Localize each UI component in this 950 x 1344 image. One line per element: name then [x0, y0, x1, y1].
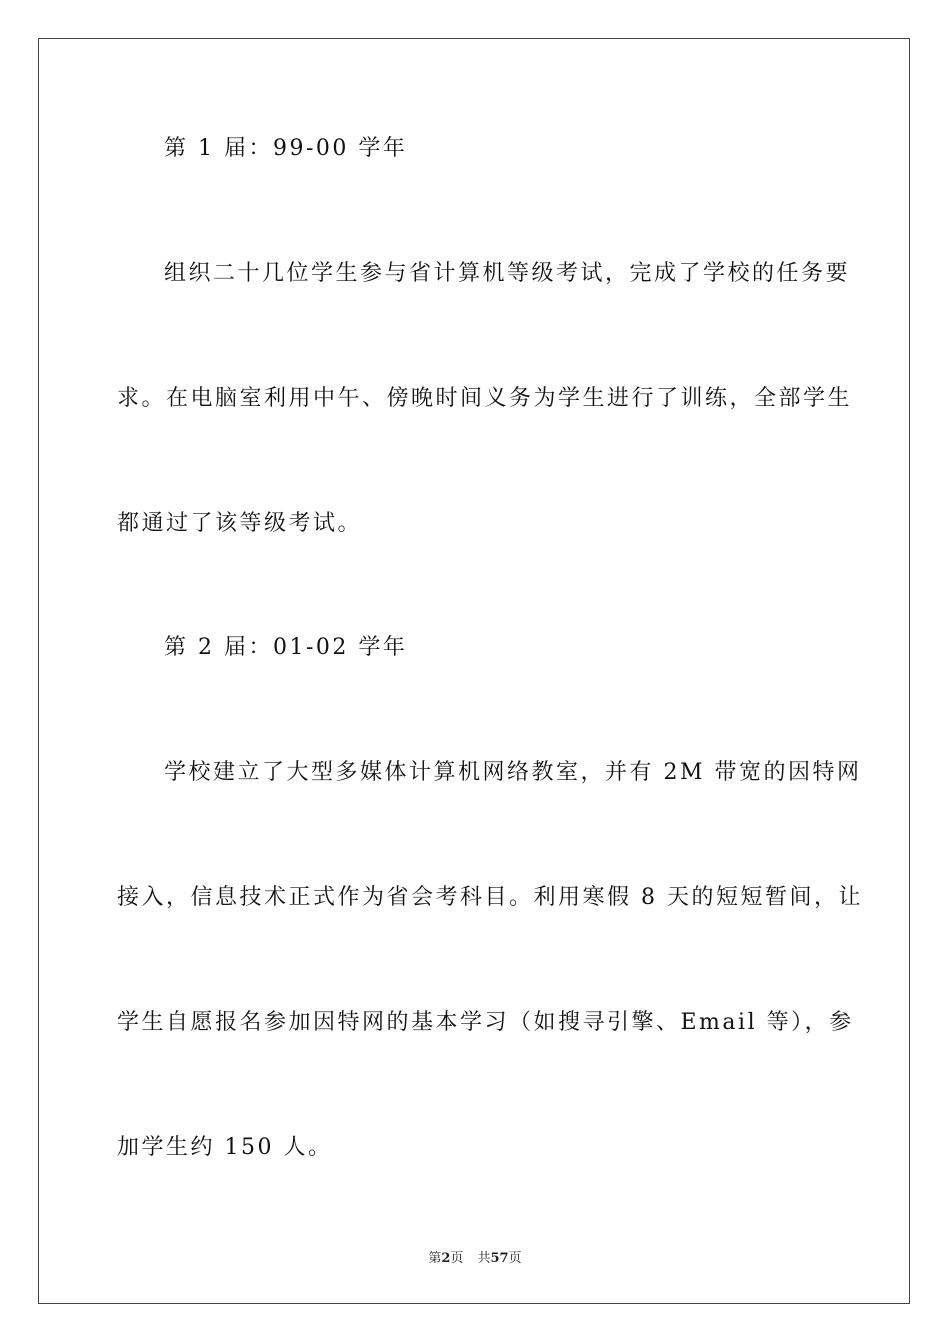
footer-page-prefix: 第	[428, 1251, 442, 1266]
paragraph-1-line-3: 都通过了该等级考试。	[117, 511, 363, 536]
footer-total-prefix: 共	[477, 1251, 491, 1266]
paragraph-2-line-1: 学校建立了大型多媒体计算机网络教室，并有 2M 带宽的因特网	[164, 760, 862, 785]
paragraph-2-line-3: 学生自愿报名参加因特网的基本学习（如搜寻引擎、Email 等），参	[117, 1010, 854, 1035]
footer-page-suffix: 页	[450, 1251, 464, 1266]
page-frame	[38, 38, 910, 1304]
footer-page-number: 2	[441, 1251, 451, 1266]
page-footer	[0, 1247, 950, 1266]
section-heading-1: 第 1 届：99-00 学年	[164, 136, 408, 161]
footer-total-pages: 57	[490, 1251, 509, 1266]
paragraph-1-line-2: 求。在电脑室利用中午、傍晚时间义务为学生进行了训练，全部学生	[117, 386, 853, 411]
paragraph-1-line-1: 组织二十几位学生参与省计算机等级考试，完成了学校的任务要	[164, 261, 851, 286]
paragraph-2-line-2: 接入，信息技术正式作为省会考科目。利用寒假 8 天的短短暂间，让	[117, 885, 863, 910]
paragraph-2-line-4: 加学生约 150 人。	[117, 1135, 333, 1160]
footer-total-suffix: 页	[508, 1251, 522, 1266]
section-heading-2: 第 2 届：01-02 学年	[164, 635, 408, 660]
